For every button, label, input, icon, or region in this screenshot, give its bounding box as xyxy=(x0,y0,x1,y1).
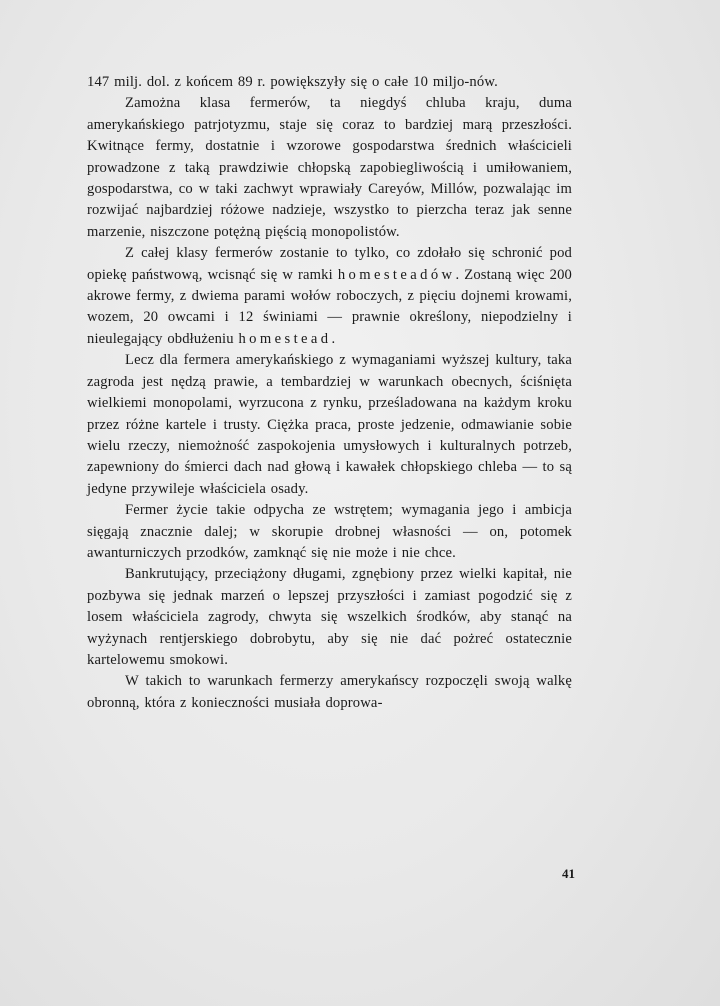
paragraph xyxy=(87,500,572,564)
text-run: Bankrutujący, przeciążony długami, zgnębiony przez wielki kapitał, nie pozbywa się jednak marzeń o lepszej przyszłości i zamiast pogodzić się z losem właściciela zagrody, chwyta się wszelkich środków, aby stanąć na wyżynach rentjerskiego dobrobytu, aby się nie dać pożreć ostatecznie kartelowemu smokowi. xyxy=(87,566,572,668)
page-number: 41 xyxy=(562,866,575,881)
spaced-term: homestead xyxy=(238,330,332,347)
body-text xyxy=(87,72,572,714)
text-run: 147 milj. dol. z końcem 89 r. powiększyły się o całe 10 miljo-nów. xyxy=(87,74,498,90)
paragraph xyxy=(87,564,572,671)
paragraph xyxy=(87,72,572,93)
text-run: Zamożna klasa fermerów, ta niegdyś chluba kraju, duma amerykańskiego patrjotyzmu, staje się coraz to bardziej marą przeszłości. Kwitnące fermy, dostatnie i wzorowe gospodarstwa średnich właścicieli prowadzone z taką prawdziwie chłopską zapobiegliwością i umiłowaniem, gospodarstwa, co w taki zachwyt wprawiały Careyów, Millów, pozwalając im rozwijać najbardziej różowe nadzieje, wszystko to pierzcha teraz jak senne marzenie, niszczone potężną pięścią monopolistów. xyxy=(87,95,572,240)
text-run: . Zostaną więc 200 akrowe fermy, z dwiema parami wołów roboczych, z pięciu dojnemi krowami, wozem, 20 owcami i 12 świniami — prawnie określony, niepodzielny i nieulegający obdłużeniu xyxy=(87,266,573,347)
paragraph xyxy=(87,671,572,714)
paragraph xyxy=(87,243,572,350)
text-run: Fermer życie takie odpycha ze wstrętem; wymagania jego i ambicja sięgają znacznie dalej; w skorupie drobnej własności — on, potomek awanturniczych przodków, zamknąć się nie może i nie chce. xyxy=(87,502,572,561)
text-run: Lecz dla fermera amerykańskiego z wymaganiami wyższej kultury, taka zagroda jest nędzą prawie, a tembardziej w warunkach obecnych, ściśnięta wielkiemi monopolami, wyrzucona z rynku, prześladowana na każdym kroku przez różne kartele i trusty. Ciężka praca, proste jedzenie, odmawianie sobie wielu rzeczy, niemożność zaspokojenia umysłowych i kulturalnych potrzeb, zapewniony do śmierci dach nad głową i kawałek chłopskiego chleba — to są jedyne przywileje właściciela osady. xyxy=(87,352,572,497)
paragraph xyxy=(87,93,572,243)
text-run: . xyxy=(331,330,336,347)
paragraph xyxy=(87,350,572,500)
spaced-term: homesteadów xyxy=(337,266,456,283)
text-run: Z całej klasy fermerów zostanie to tylko, co zdołało się schronić pod opiekę państwową, wcisnąć się w ramki xyxy=(87,245,572,283)
text-run: W takich to warunkach fermerzy amerykańscy rozpoczęli swoją walkę obronną, która z konieczności musiała doprowa- xyxy=(87,673,572,711)
